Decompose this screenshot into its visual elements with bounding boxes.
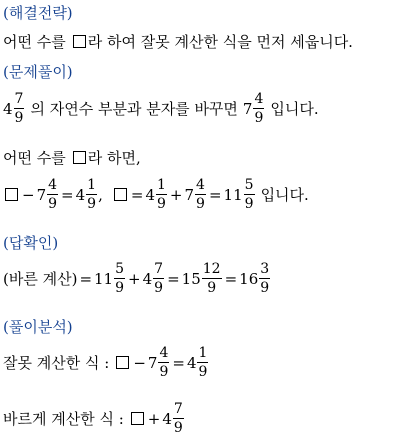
fraction bbox=[197, 346, 208, 379]
numerator: 1 bbox=[198, 345, 208, 361]
numerator: 4 bbox=[196, 177, 205, 193]
fraction-bar bbox=[158, 362, 169, 363]
equals-sign: = bbox=[130, 185, 144, 204]
right-label: 바르게 계산한 식 : bbox=[3, 410, 124, 428]
equals-sign: = bbox=[167, 269, 180, 288]
check-line bbox=[3, 262, 271, 295]
fraction-bar bbox=[195, 194, 206, 195]
unknown-box-icon bbox=[116, 356, 129, 369]
numerator: 5 bbox=[115, 261, 125, 277]
fraction bbox=[14, 92, 25, 125]
solution-text-a: 어떤 수를 bbox=[3, 149, 66, 167]
mixed-whole: 7 bbox=[36, 185, 47, 204]
check-label: (바른 계산) bbox=[3, 270, 78, 288]
fraction bbox=[158, 346, 169, 379]
right-calculation-line bbox=[3, 402, 185, 435]
fraction bbox=[47, 178, 58, 211]
denominator: 9 bbox=[154, 280, 164, 296]
mixed-whole: 7 bbox=[184, 185, 195, 204]
numerator: 5 bbox=[244, 177, 254, 193]
denominator: 9 bbox=[196, 196, 205, 212]
fraction-bar bbox=[197, 362, 208, 363]
mixed-whole: 16 bbox=[239, 269, 259, 288]
fraction-bar bbox=[244, 194, 255, 195]
fraction bbox=[202, 262, 222, 295]
denominator: 9 bbox=[115, 280, 125, 296]
fraction-bar bbox=[86, 194, 97, 195]
denominator: 9 bbox=[244, 196, 254, 212]
numerator: 3 bbox=[260, 261, 270, 277]
solution-line-2 bbox=[3, 147, 141, 168]
denominator: 9 bbox=[173, 420, 183, 436]
fraction-bar bbox=[47, 194, 58, 195]
fraction bbox=[195, 178, 206, 211]
numerator: 4 bbox=[254, 91, 264, 107]
mixed-whole: 4 bbox=[162, 409, 172, 428]
mixed-whole: 15 bbox=[181, 269, 201, 288]
unknown-box-icon bbox=[114, 188, 127, 201]
fraction-bar bbox=[114, 278, 125, 279]
fraction bbox=[156, 178, 167, 211]
solution-end: 입니다. bbox=[260, 186, 309, 204]
mixed-whole: 11 bbox=[223, 185, 243, 204]
fraction-bar bbox=[156, 194, 167, 195]
solution-line-1 bbox=[3, 92, 319, 125]
mixed-whole: 4 bbox=[142, 269, 153, 288]
unknown-box-icon bbox=[73, 35, 86, 48]
numerator: 7 bbox=[173, 401, 183, 417]
unknown-box-icon bbox=[5, 188, 18, 201]
plus-sign: + bbox=[169, 185, 183, 204]
strategy-text-b: 라 하여 잘못 계산한 식을 먼저 세웁니다. bbox=[87, 33, 353, 51]
denominator: 9 bbox=[14, 110, 24, 126]
wrong-label: 잘못 계산한 식 : bbox=[3, 354, 110, 372]
fraction bbox=[259, 262, 270, 295]
fraction-bar bbox=[253, 108, 264, 109]
fraction bbox=[114, 262, 125, 295]
equals-sign: = bbox=[61, 185, 74, 204]
fraction bbox=[173, 402, 184, 435]
numerator: 7 bbox=[14, 91, 24, 107]
numerator: 4 bbox=[159, 345, 169, 361]
wrong-calculation-line bbox=[3, 346, 209, 379]
unknown-box-icon bbox=[73, 151, 86, 164]
denominator: 9 bbox=[48, 196, 58, 212]
denominator: 9 bbox=[260, 280, 270, 296]
numerator: 7 bbox=[154, 261, 164, 277]
equals-sign: = bbox=[79, 269, 93, 288]
plus-sign: + bbox=[147, 409, 161, 428]
header-strategy: (해결전략) bbox=[3, 4, 73, 22]
denominator: 9 bbox=[198, 364, 208, 380]
denominator: 9 bbox=[207, 280, 217, 296]
denominator: 9 bbox=[157, 196, 166, 212]
mixed-whole: 4 bbox=[186, 353, 197, 372]
mixed-whole: 4 bbox=[75, 185, 86, 204]
header-check: (답확인) bbox=[3, 234, 59, 252]
denominator: 9 bbox=[87, 196, 97, 212]
mixed-whole: 4 bbox=[145, 185, 155, 204]
denominator: 9 bbox=[254, 110, 264, 126]
fraction bbox=[253, 92, 264, 125]
solution-text: 의 자연수 부분과 분자를 바꾸면 bbox=[30, 100, 238, 118]
numerator: 4 bbox=[48, 177, 58, 193]
plus-sign: + bbox=[128, 269, 141, 288]
fraction-bar bbox=[153, 278, 164, 279]
equals-sign: = bbox=[208, 185, 222, 204]
equals-sign: = bbox=[224, 269, 238, 288]
fraction-bar bbox=[259, 278, 270, 279]
fraction-bar bbox=[202, 278, 222, 279]
fraction bbox=[244, 178, 255, 211]
numerator: 12 bbox=[202, 261, 221, 277]
solution-end: 입니다. bbox=[270, 100, 319, 118]
mixed-whole: 4 bbox=[3, 99, 13, 118]
mixed-whole: 7 bbox=[147, 353, 158, 372]
comma: , bbox=[98, 185, 103, 204]
denominator: 9 bbox=[159, 364, 169, 380]
unknown-box-icon bbox=[131, 412, 144, 425]
equation-line bbox=[3, 178, 309, 211]
minus-sign: − bbox=[22, 185, 35, 204]
mixed-whole: 11 bbox=[94, 269, 114, 288]
fraction-bar bbox=[173, 418, 184, 419]
header-solution: (문제풀이) bbox=[3, 63, 73, 81]
header-analysis: (풀이분석) bbox=[3, 318, 73, 336]
minus-sign: − bbox=[133, 353, 146, 372]
strategy-line bbox=[3, 31, 353, 52]
fraction bbox=[153, 262, 164, 295]
fraction bbox=[86, 178, 97, 211]
strategy-text-a: 어떤 수를 bbox=[3, 33, 66, 51]
numerator: 1 bbox=[157, 177, 166, 193]
equals-sign: = bbox=[172, 353, 185, 372]
numerator: 1 bbox=[87, 177, 97, 193]
mixed-whole: 7 bbox=[242, 99, 253, 118]
fraction-bar bbox=[14, 108, 25, 109]
solution-text-b: 라 하면, bbox=[87, 149, 141, 167]
